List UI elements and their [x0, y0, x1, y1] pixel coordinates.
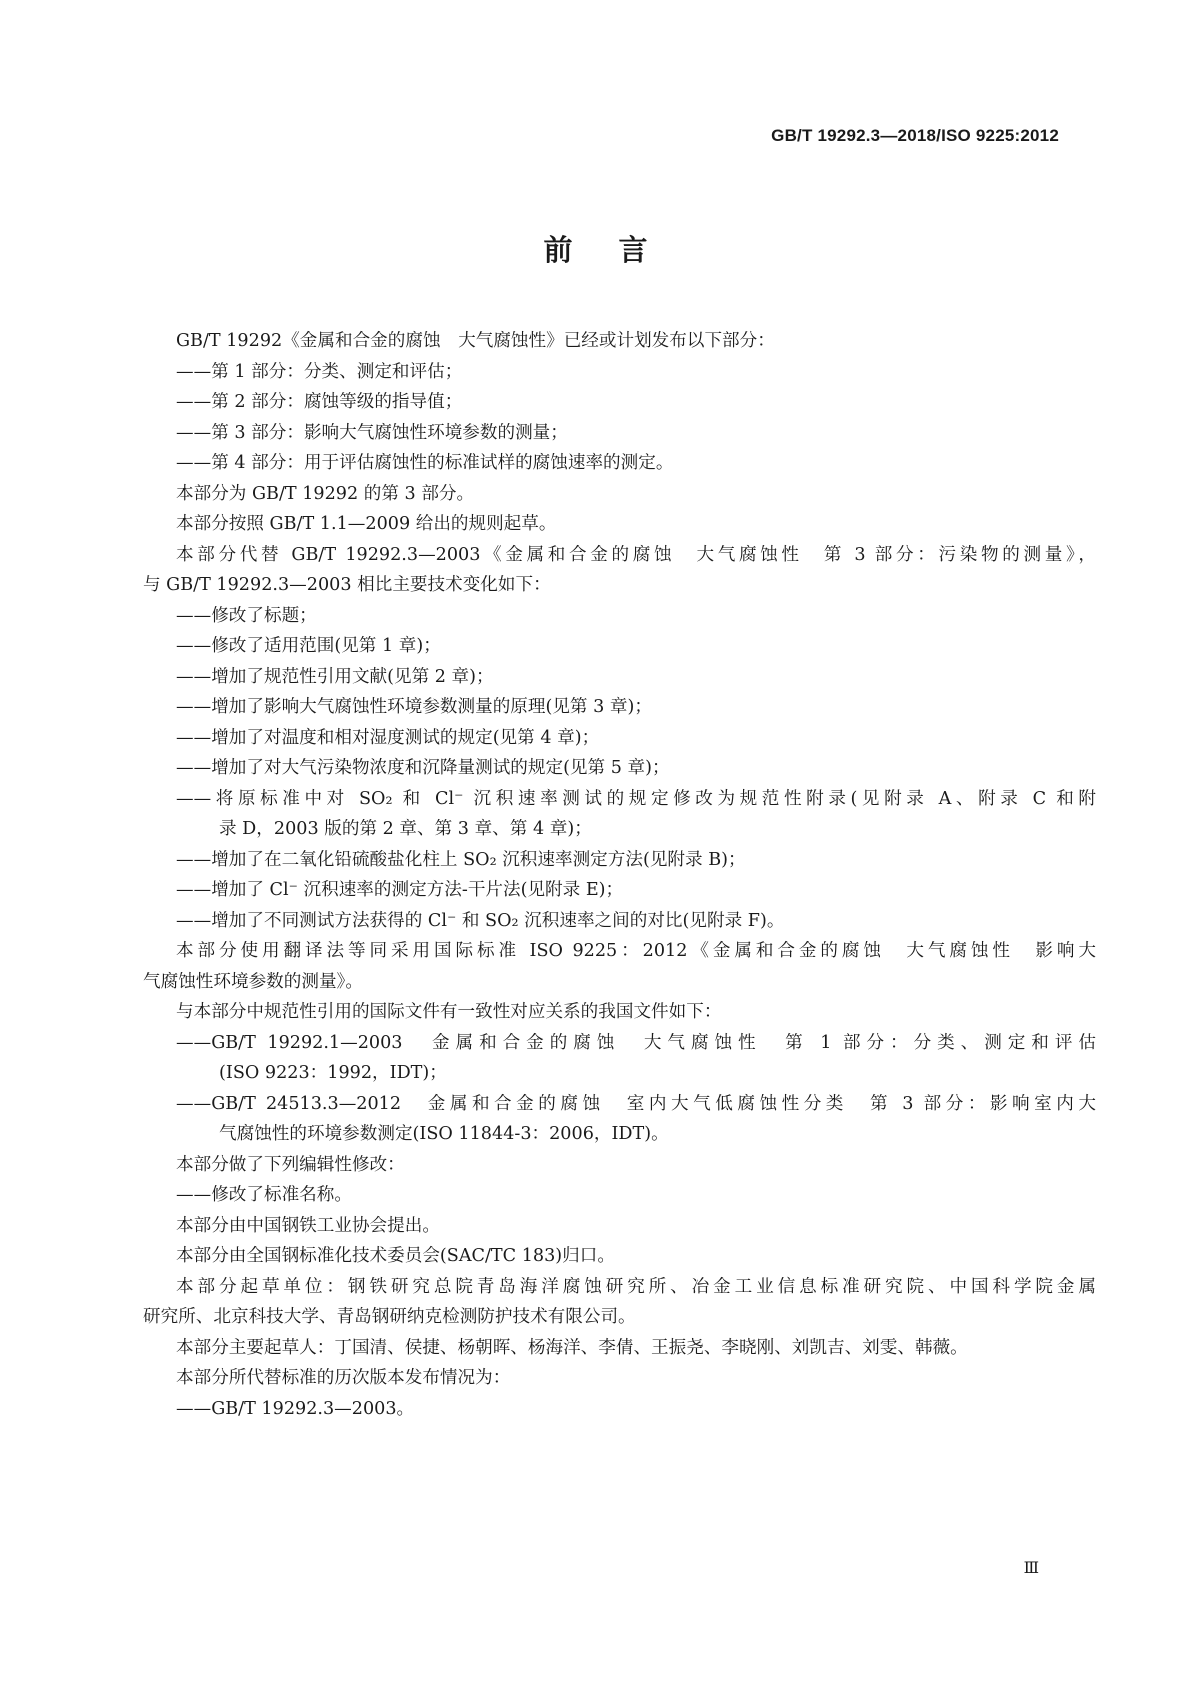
text-line: ——增加了 Cl⁻ 沉积速率的测定方法-干片法(见附录 E)； [176, 880, 624, 900]
text-line: ——修改了标准名称。 [176, 1185, 352, 1205]
text-line: ——第 4 部分：用于评估腐蚀性的标准试样的腐蚀速率的测定。 [176, 453, 674, 473]
text-line: 本部分由中国钢铁工业协会提出。 [176, 1215, 440, 1236]
text-line: ——GB/T 19292.3—2003。 [176, 1398, 415, 1419]
text-line: ——第 1 部分：分类、测定和评估； [176, 361, 463, 382]
text-line: ——修改了标题； [176, 605, 317, 626]
text-line: 本部分由全国钢标准化技术委员会(SAC/TC 183)归口。 [176, 1246, 615, 1266]
text-line: 本部分按照 GB/T 1.1—2009 给出的规则起草。 [176, 514, 557, 534]
text-line: ——增加了不同测试方法获得的 Cl⁻ 和 SO₂ 沉积速率之间的对比(见附录 F)。 [176, 910, 785, 931]
page-title: 前言 [543, 233, 694, 267]
text-line: 本部分代替 GB/T 19292.3—2003《金属和合金的腐蚀 大气腐蚀性 第 3 部分：污染物的测量》， [176, 544, 1096, 565]
text-line: ——增加了在二氧化铅硫酸盐化柱上 SO₂ 沉积速率测定方法(见附录 B)； [176, 849, 746, 870]
text-line: 本部分使用翻译法等同采用国际标准 ISO 9225：2012《金属和合金的腐蚀 大气腐蚀性 影响大 [176, 941, 1096, 961]
text-line: 气腐蚀性环境参数的测量》。 [143, 971, 363, 992]
text-line: ——增加了影响大气腐蚀性环境参数测量的原理(见第 3 章)； [176, 697, 652, 717]
standard-code: GB/T 19292.3—2018/ISO 9225:2012 [771, 126, 1059, 145]
text-line: 录 D，2003 版的第 2 章、第 3 章、第 4 章)； [219, 819, 592, 839]
text-line: ——将原标准中对 SO₂ 和 Cl⁻ 沉积速率测试的规定修改为规范性附录(见附录 A、附录 C 和附 [176, 788, 1096, 809]
text-line: ——修改了适用范围(见第 1 章)； [176, 636, 441, 656]
text-line: 本部分起草单位：钢铁研究总院青岛海洋腐蚀研究所、冶金工业信息标准研究院、中国科学院金属 [176, 1276, 1096, 1297]
text-line: 研究所、北京科技大学、青岛钢研纳克检测防护技术有限公司。 [143, 1307, 636, 1327]
text-line: 本部分主要起草人：丁国清、侯捷、杨朝晖、杨海洋、李倩、王振尧、李晓刚、刘凯吉、刘雯、韩薇。 [176, 1337, 968, 1358]
text-line: ——增加了对温度和相对湿度测试的规定(见第 4 章)； [176, 727, 600, 748]
text-line: ——增加了对大气污染物浓度和沉降量测试的规定(见第 5 章)； [176, 758, 670, 778]
text-line: 与 GB/T 19292.3—2003 相比主要技术变化如下： [143, 575, 551, 595]
text-line: 与本部分中规范性引用的国际文件有一致性对应关系的我国文件如下： [176, 1002, 722, 1022]
text-line: 本部分所代替标准的历次版本发布情况为： [176, 1368, 511, 1388]
text-line: ——第 2 部分：腐蚀等级的指导值； [176, 392, 463, 412]
text-line: ——第 3 部分：影响大气腐蚀性环境参数的测量； [176, 422, 568, 443]
text-line: 本部分为 GB/T 19292 的第 3 部分。 [176, 483, 475, 504]
text-line: GB/T 19292《金属和合金的腐蚀 大气腐蚀性》已经或计划发布以下部分： [176, 331, 775, 351]
text-line: 本部分做了下列编辑性修改： [176, 1154, 405, 1175]
page-number: Ⅲ [1023, 1558, 1039, 1577]
foreword-body [143, 326, 1096, 1424]
text-line: ——GB/T 24513.3—2012 金属和合金的腐蚀 室内大气低腐蚀性分类 第 3 部分：影响室内大 [176, 1093, 1096, 1114]
text-line: ——GB/T 19292.1—2003 金属和合金的腐蚀 大气腐蚀性 第 1 部分：分类、测定和评估 [176, 1032, 1096, 1053]
text-line: 气腐蚀性的环境参数测定(ISO 11844-3：2006，IDT)。 [219, 1124, 669, 1144]
text-line: ——增加了规范性引用文献(见第 2 章)； [176, 666, 494, 687]
text-line: (ISO 9223：1992，IDT)； [219, 1063, 447, 1083]
